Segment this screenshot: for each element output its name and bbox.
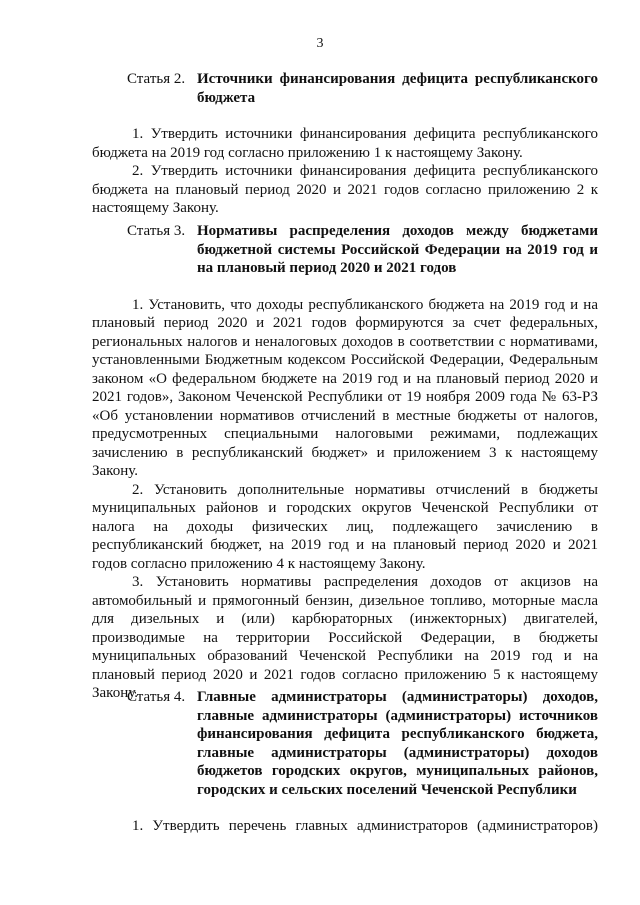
article-title: Нормативы распределения доходов между бюджетами бюджетной системы Российской Федерации на 2019 год и на плановый период 2020 и 2021 годов <box>197 223 598 276</box>
article-title: Главные администраторы (администраторы) доходов, главные администраторы (администраторы) источников финансирования дефицита республиканского бюджета, главные администраторы (администраторы) доходов бюджетов городских округов, муниципальных районов, городских и сельских поселений Чеченской Республики <box>197 689 598 798</box>
article-title: Источники финансирования дефицита республиканского бюджета <box>197 71 598 106</box>
paragraph: 2. Утвердить источники финансирования дефицита республиканского бюджета на плановый период 2020 и 2021 годов согласно приложению 2 к настоящему Закону. <box>92 163 598 216</box>
paragraph: 1. Утвердить источники финансирования дефицита республиканского бюджета на 2019 год согласно приложению 1 к настоящему Закону. <box>92 126 598 161</box>
article-heading <box>92 688 598 799</box>
article-label: Статья 3. <box>127 223 186 239</box>
article-heading <box>92 222 598 278</box>
article-4 <box>92 688 598 836</box>
page-number: 3 <box>316 36 324 51</box>
article-heading <box>92 70 598 107</box>
article-label: Статья 4. <box>127 689 186 705</box>
paragraph: 1. Утвердить перечень главных администраторов (администраторов) <box>132 818 598 834</box>
article-label: Статья 2. <box>127 71 186 87</box>
paragraph: 3. Установить нормативы распределения доходов от акцизов на автомобильный и прямогонный бензин, дизельное топливо, моторные масла для дизельных и (или) карбюраторных (инжекторных) двигателей, производимые на территории Российской Федерации, в бюджеты муниципальных образований Чеченской Республики на 2019 год и на плановый период 2020 и 2021 годов согласно приложению 5 к настоящему Закону. <box>92 574 598 701</box>
paragraph: 2. Установить дополнительные нормативы отчислений в бюджеты муниципальных районов и городских округов Чеченской Республики от налога на доходы физических лиц, подлежащего зачислению в республиканский бюджет, на 2019 год и на плановый период 2020 и 2021 годов согласно приложению 4 к настоящему Закону. <box>92 481 598 572</box>
paragraph: 1. Установить, что доходы республиканского бюджета на 2019 год и на плановый период 2020 и 2021 годов формируются за счет федеральных, региональных налогов и неналоговых доходов в соответствии с нормативами, установленными Бюджетным кодексом Российской Федерации, Федеральным законом «О федеральном бюджете на 2019 год и на плановый период 2020 и 2021 годов», Законом Чеченской Республики от 19 ноября 2009 года № 63-РЗ «Об установлении нормативов отчислений в местные бюджеты от налогов, предусмотренных специальными налоговыми режимами, подлежащих зачислению в республиканский бюджет» и приложением 3 к настоящему Закону. <box>92 296 598 479</box>
article-2 <box>92 70 598 218</box>
article-3 <box>92 222 598 703</box>
